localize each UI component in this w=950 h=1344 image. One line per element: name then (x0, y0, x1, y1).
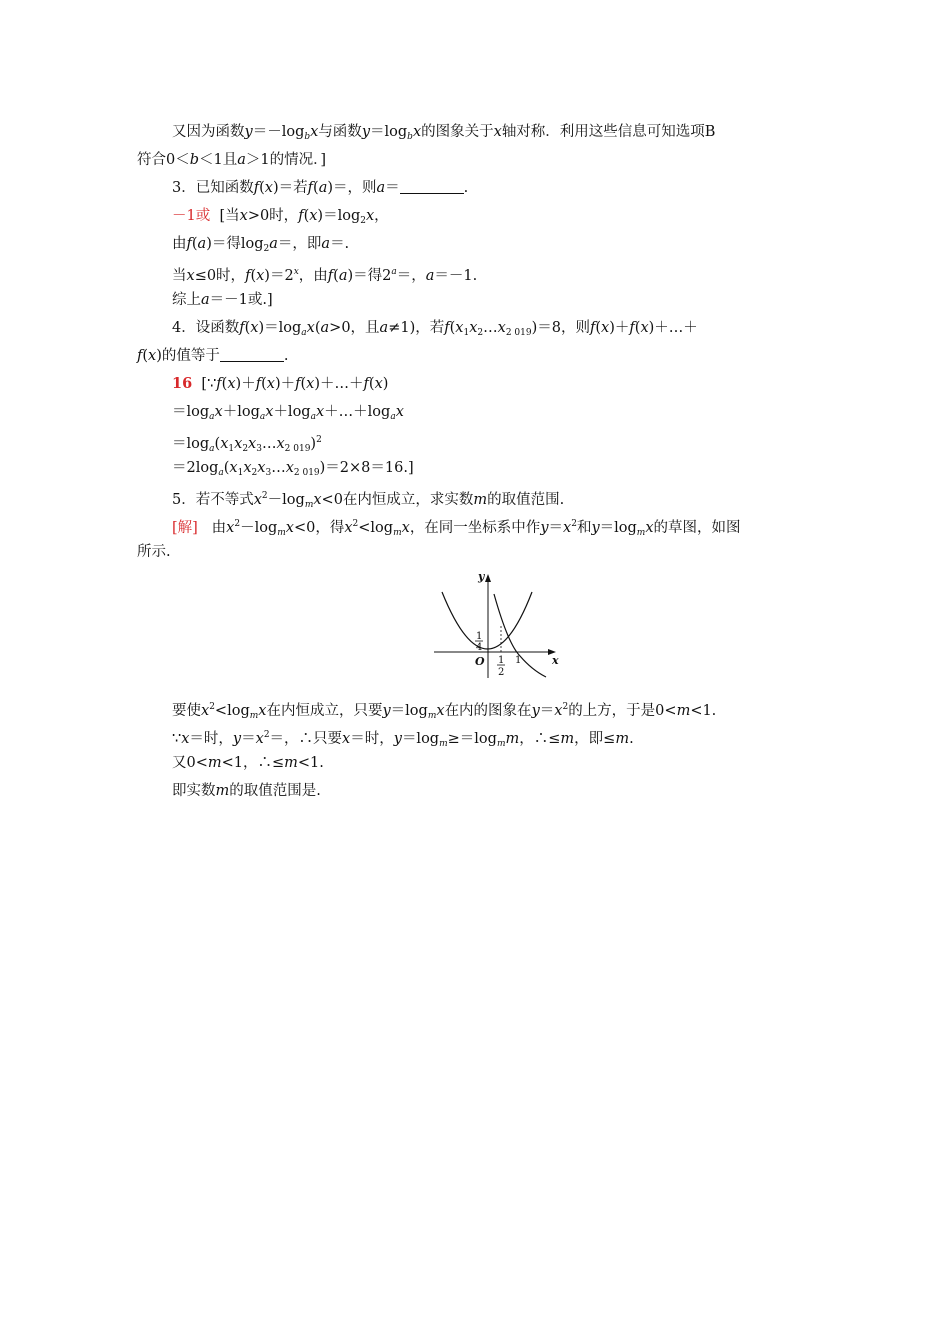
var: y (361, 124, 371, 140)
var: f (298, 208, 304, 224)
superscript: 2 (263, 730, 270, 740)
text: ( (214, 436, 221, 452)
parabola-curve (442, 592, 532, 649)
text: ) (310, 436, 317, 452)
var: y (232, 731, 242, 747)
text: 的上方，于是0< (568, 703, 677, 719)
var: f (363, 376, 369, 392)
text: ＝log (370, 124, 408, 140)
var: a (379, 320, 389, 336)
text: ( (223, 460, 230, 476)
text: )＝2×8＝16.] (319, 460, 414, 476)
text: ＝log (401, 731, 440, 747)
subscript: 1 (463, 328, 470, 338)
text-line (172, 402, 404, 427)
text: ＝－log (252, 124, 305, 140)
text: <log (358, 520, 394, 536)
question-5-stem (172, 486, 564, 515)
var: x (344, 520, 353, 536)
text-line (137, 150, 326, 170)
var: a (320, 320, 330, 336)
subscript: 2 (477, 328, 484, 338)
text-line (137, 346, 289, 366)
var: x (601, 320, 610, 336)
var: x (264, 180, 273, 196)
var: y (382, 703, 391, 719)
text: ( (261, 376, 267, 392)
var: f (253, 180, 260, 196)
var: a (237, 152, 246, 168)
text: ＝时， (350, 731, 394, 747)
text: )＝得2 (347, 268, 392, 284)
var: m (505, 731, 520, 747)
subscript: a (218, 468, 224, 478)
text: 在内恒成立，只要 (266, 703, 383, 719)
text: ，∴≤ (519, 731, 561, 747)
text: )＋ (274, 376, 296, 392)
subscript: m (496, 739, 506, 749)
text: … (483, 320, 498, 336)
var: x (554, 703, 563, 719)
text: ＋log (273, 404, 311, 420)
text: ＝log (172, 404, 210, 420)
superscript: x (293, 267, 299, 277)
text-line (172, 725, 634, 754)
var: x (248, 436, 257, 452)
text: ≠1)，若 (388, 320, 445, 336)
text: ( (259, 180, 265, 196)
text: )＝若 (272, 180, 308, 196)
text-line (172, 290, 273, 310)
var: x (306, 376, 315, 392)
var: a (318, 180, 328, 196)
text: ( (449, 320, 456, 336)
question-3-answer-line (172, 206, 389, 231)
text: 3．已知函数 (172, 180, 254, 196)
solution-tag: [解] (172, 520, 198, 536)
text-line (172, 234, 349, 259)
var: x (255, 731, 264, 747)
text: ＝ (548, 520, 564, 536)
var: x (309, 208, 318, 224)
answer-text: 16 (172, 375, 193, 392)
text: ＋…＋log (324, 404, 391, 420)
text-line (172, 458, 414, 483)
subscript: a (301, 328, 307, 338)
var: x (250, 320, 259, 336)
text: 的草图，如图 (653, 520, 741, 536)
var: f (245, 268, 251, 284)
subscript: m (427, 711, 437, 721)
text: )＝，则 (327, 180, 377, 196)
var: x (365, 208, 375, 224)
text: 要使 (172, 703, 201, 719)
subscript: 2 019 (505, 328, 532, 338)
var: x (436, 703, 445, 719)
var: x (342, 731, 351, 747)
text: <log (214, 703, 250, 719)
var: x (256, 268, 265, 284)
text: －log (240, 520, 278, 536)
var: m (473, 492, 488, 508)
var: f (137, 348, 143, 364)
text: <1. (690, 703, 717, 719)
text: )＝log (258, 320, 302, 336)
subscript: 3 (256, 444, 262, 454)
var: x (220, 436, 229, 452)
subscript: m (393, 528, 402, 538)
text: ＝－1或.] (209, 292, 273, 308)
subscript: 2 (251, 468, 258, 478)
text: 的取值范围是. (229, 783, 321, 799)
text: ( (333, 268, 339, 284)
var: x (401, 520, 410, 536)
var: y (591, 520, 600, 536)
subscript: b (304, 132, 311, 142)
text: ＝. (330, 236, 350, 252)
subscript: a (310, 412, 316, 422)
superscript: 2 (261, 491, 268, 501)
text: ( (314, 320, 321, 336)
var: m (215, 783, 230, 799)
text-line (172, 753, 324, 773)
text: ) (382, 376, 389, 392)
text: )＝8，则 (531, 320, 590, 336)
text: … (271, 460, 286, 476)
subscript: a (259, 412, 266, 422)
var: x (227, 376, 236, 392)
answer-blank (220, 347, 284, 362)
superscript: a (391, 267, 397, 277)
text: [当 (219, 208, 240, 224)
question-4-answer-line (172, 374, 388, 394)
text: )＝得log (206, 236, 264, 252)
var: a (197, 236, 207, 252)
text: . (463, 180, 469, 196)
subscript: 2 019 (284, 444, 311, 454)
answer-blank (400, 179, 464, 194)
var: y (393, 731, 402, 747)
var: x (201, 703, 210, 719)
var: m (284, 755, 298, 771)
text: ＝－1. (434, 268, 478, 284)
question-3-stem (172, 178, 468, 198)
superscript: 2 (209, 702, 215, 712)
text: ＝log (599, 520, 637, 536)
text: >0时， (247, 208, 299, 224)
text: [∵ (201, 376, 217, 392)
text: 和 (576, 520, 592, 536)
var: x (563, 520, 572, 536)
text: . (283, 348, 289, 364)
text: ( (368, 376, 375, 392)
var: x (226, 520, 235, 536)
text: ∵ (172, 731, 182, 747)
var: a (201, 292, 210, 308)
text: 即实数 (172, 783, 216, 799)
text: ，由 (298, 268, 328, 284)
var: a (376, 180, 386, 196)
frac-quarter-den: 4 (476, 642, 483, 653)
text: ( (221, 376, 228, 392)
text: )的值等于 (156, 348, 220, 364)
text: 与函数 (318, 124, 362, 140)
var: f (239, 320, 245, 336)
text: 符合0＜ (137, 152, 190, 168)
text: ( (303, 208, 310, 224)
text: <0，得 (293, 520, 345, 536)
answer-text: －1或 (172, 208, 211, 224)
text-line (172, 122, 715, 147)
text: 5．若不等式 (172, 492, 254, 508)
var: x (285, 460, 294, 476)
var: x (243, 460, 252, 476)
text: ＝ (385, 180, 400, 196)
var: x (229, 460, 238, 476)
text-line (137, 542, 171, 562)
var: m (676, 703, 691, 719)
x-axis-label: x (552, 654, 559, 667)
text: 由 (211, 520, 227, 536)
var: f (307, 180, 314, 196)
var: f (444, 320, 450, 336)
text: )＋ (235, 376, 256, 392)
var: x (285, 520, 294, 536)
text: ＝2log (172, 460, 219, 476)
var: f (255, 376, 262, 392)
text: ( (313, 180, 319, 196)
superscript: 2 (562, 702, 569, 712)
var: x (310, 124, 319, 140)
var: x (253, 492, 262, 508)
y-axis-label: y (478, 570, 485, 583)
text: <1，∴≤ (221, 755, 285, 771)
text-line (172, 430, 322, 459)
var: x (412, 124, 422, 140)
subscript: 2 (360, 216, 366, 226)
text: 又0< (172, 755, 208, 771)
text: ＝log (390, 703, 428, 719)
var: x (181, 731, 190, 747)
var: y (244, 124, 253, 140)
text: ＞1的情况．] (245, 152, 327, 168)
text: ( (595, 320, 602, 336)
text: 当 (172, 268, 187, 284)
text: )＝log (317, 208, 361, 224)
var: m (207, 755, 222, 771)
var: m (560, 731, 575, 747)
var: y (531, 703, 540, 719)
var: x (306, 320, 315, 336)
frac-quarter-num: 1 (476, 631, 483, 642)
question-4-stem (172, 318, 698, 343)
text: ( (250, 268, 257, 284)
var: y (540, 520, 549, 536)
subscript: 2 019 (293, 468, 320, 478)
text: )＋ (609, 320, 630, 336)
y-axis-arrow-icon (485, 574, 491, 582)
frac-half-num: 1 (498, 655, 505, 666)
text: 又因为函数 (172, 124, 245, 140)
text: ≥＝log (447, 731, 497, 747)
var: f (186, 236, 192, 252)
var: x (214, 404, 223, 420)
subscript: m (636, 528, 646, 538)
var: f (216, 376, 222, 392)
text: <1. (297, 755, 324, 771)
var: a (338, 268, 348, 284)
question-5-solution-line (172, 514, 741, 543)
var: x (497, 320, 506, 336)
tick-label-one: 1 (515, 655, 522, 666)
superscript: 2 (352, 519, 359, 529)
text: ( (300, 376, 307, 392)
text: ，在同一坐标系中作 (409, 520, 541, 536)
text: ＝时， (189, 731, 233, 747)
frac-half-den: 2 (498, 667, 505, 678)
subscript: b (407, 132, 413, 142)
text: 所示. (137, 544, 171, 560)
text: ＝，即 (277, 236, 322, 252)
subscript: a (390, 412, 396, 422)
text: ＋log (222, 404, 260, 420)
superscript: 2 (316, 435, 322, 445)
var: x (374, 376, 383, 392)
text: 综上 (172, 292, 201, 308)
var: x (645, 520, 654, 536)
var: a (269, 236, 278, 252)
subscript: m (277, 528, 286, 538)
var: x (313, 492, 322, 508)
var: x (239, 208, 248, 224)
var: x (234, 436, 243, 452)
var: x (469, 320, 478, 336)
text: … (261, 436, 277, 452)
text: )＝2 (264, 268, 294, 284)
text-line (172, 697, 716, 726)
text: . (629, 731, 634, 747)
text: －log (267, 492, 305, 508)
var: a (425, 268, 435, 284)
text: ( (142, 348, 149, 364)
var: f (327, 268, 334, 284)
text: 的图象关于 (421, 124, 494, 140)
var: x (395, 404, 404, 420)
text: 的取值范围. (487, 492, 565, 508)
text: ( (191, 236, 198, 252)
var: x (265, 404, 274, 420)
text: ≤0时， (194, 268, 246, 284)
text: >0，且 (329, 320, 380, 336)
subscript: m (304, 500, 314, 510)
subscript: a (209, 444, 215, 454)
subscript: 3 (265, 468, 272, 478)
subscript: 2 (242, 444, 249, 454)
var: x (493, 124, 502, 140)
origin-label: O (475, 655, 485, 668)
var: x (258, 703, 267, 719)
superscript: 2 (234, 519, 241, 529)
var: f (629, 320, 635, 336)
text: ＝ (241, 731, 256, 747)
text: 4．设函数 (172, 320, 240, 336)
function-sketch (428, 566, 564, 684)
subscript: 1 (237, 468, 244, 478)
superscript: 2 (571, 519, 577, 529)
subscript: 2 (263, 244, 270, 254)
var: b (189, 152, 200, 168)
text: ( (244, 320, 251, 336)
text: <0在内恒成立，求实数 (321, 492, 474, 508)
text: ＝log (172, 436, 210, 452)
var: f (589, 320, 596, 336)
text: ＝，∴只要 (269, 731, 343, 747)
var: x (266, 376, 275, 392)
var: x (148, 348, 157, 364)
text: ＜1且 (199, 152, 238, 168)
text-line (172, 781, 321, 801)
text: ( (634, 320, 641, 336)
subscript: m (249, 711, 259, 721)
text: ＝ (539, 703, 555, 719)
subscript: 1 (228, 444, 235, 454)
text: )＋…＋ (648, 320, 698, 336)
text: ，即≤ (574, 731, 616, 747)
var: a (321, 236, 331, 252)
text-line (172, 262, 477, 286)
text: )＋…＋ (314, 376, 364, 392)
text: 轴对称．利用这些信息可知选项B (501, 124, 716, 140)
var: x (257, 460, 266, 476)
subscript: a (209, 412, 215, 422)
var: x (186, 268, 195, 284)
var: m (615, 731, 630, 747)
subscript: m (439, 739, 448, 749)
var: x (455, 320, 464, 336)
text: 在内的图象在 (444, 703, 532, 719)
var: f (295, 376, 301, 392)
var: x (315, 404, 325, 420)
text: ＝， (396, 268, 426, 284)
var: x (640, 320, 649, 336)
text: 由 (172, 236, 187, 252)
text: ， (374, 208, 389, 224)
var: x (276, 436, 285, 452)
